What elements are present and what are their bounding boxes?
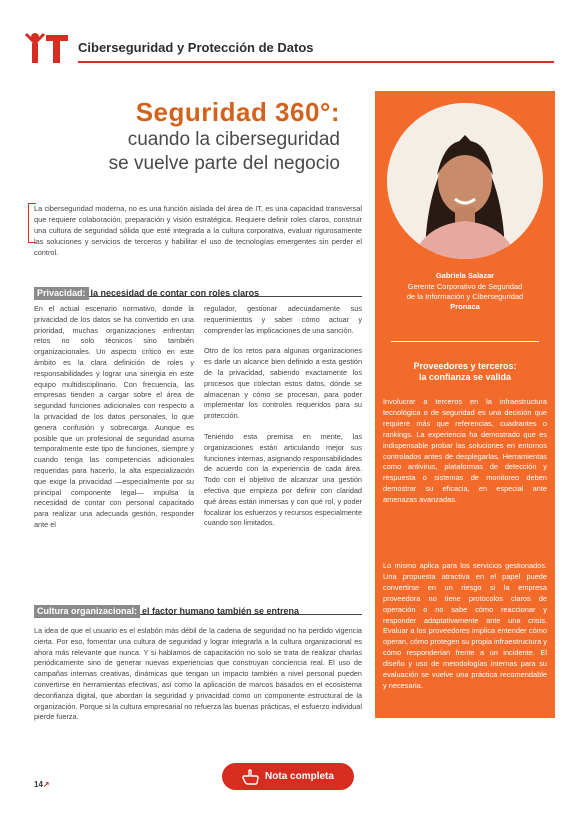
author-role (383, 282, 547, 312)
nota-completa-button[interactable] (222, 763, 354, 790)
section-heading-cultura (34, 601, 362, 615)
headline-sub-line2: se vuelve parte del negocio (108, 153, 340, 174)
paragraph: La idea de que el usuario es el eslabón más débil de la cadena de seguridad no ha perdido vigencia cierta. Por eso, fomentar una cultura de seguridad y lograr integrarla a la cultura organizacional es ahora más relevante que nunca. Y si hablamos de capacitación no solo se trata de realizar charlas periódicamente sino de generar nuevas experiencias que construyan conciencia real. El uso de campañas internas creativas, dinámicas que tengan un impacto también a nivel personal pueden convertirse en herramientas efectivas, así como la aplicación de marcos basados en el ecosistema deconfianza digital, que abordan la seguridad y privacidad como un componente estructural de la organización. Porque si la cultura empresarial no refuerza las buenas prácticas, el esfuerzo individual pierde fuerza. (34, 626, 362, 722)
article-lead: La ciberseguridad moderna, no es una función aislada del área de IT, es una capacidad transversal que requiere colaboración, preparación y visión estratégica. Requiere definir roles claros, construir una cultura de seguridad sólida que esté integrada a la cultura corporativa, evaluar rigurosamente las soluciones y servicios de terceros y habilitar el uso de tecnologías emergentes sin perder el control. (34, 204, 362, 258)
section-body-cultura (34, 626, 362, 733)
author-photo-icon (387, 103, 543, 259)
paragraph: regulador, gestionar adecuadamente sus requerimientos y saber cómo actuar y comprender las implicaciones de una sanción. (204, 304, 362, 335)
sidebar-paragraph: Lo mismo aplica para los servicios gestionados. Una propuesta atractiva en el papel puede convertirse en un riesgo si la empresa proveedora no tiene protocolos claros de operación o no sabe cómo reaccionar y responder adaptativamente ante una crisis. Evaluar a los proveedores implica entender cómo operan, cómo protegen su propia infraestructura y cómo responderían frente a un incidente. El diseño y uso de metodologías internas para su evaluación se vuelve una práctica recomendable y necesaria. (383, 561, 547, 690)
author-role-line: de la Información y Ciberseguridad (406, 292, 524, 301)
it-logo-icon (24, 32, 74, 64)
section-heading-highlight: Privacidad: (34, 287, 89, 300)
sidebar-panel (375, 91, 555, 718)
sidebar-box-title (383, 361, 547, 383)
section-title: Ciberseguridad y Protección de Datos (78, 40, 314, 55)
section-heading-highlight: Cultura organizacional: (34, 605, 140, 618)
sidebar-box-title-line: la confianza se valida (418, 372, 512, 382)
page-header (24, 32, 554, 66)
author-role-line: Gerente Corporativo de Seguridad (407, 282, 523, 291)
hand-pointer-icon (242, 769, 260, 785)
section-heading-text: el factor humano también se entrena (142, 606, 300, 616)
section-heading-text: la necesidad de contar con roles claros (90, 288, 260, 298)
column-right (204, 304, 362, 539)
sidebar-divider (391, 341, 539, 342)
article-headline (24, 96, 340, 176)
author-company: Pronaca (450, 302, 480, 311)
paragraph: Teniendo esta premisa en mente, las organizaciones están articulando mejor sus funciones internas, asignando responsabilidades de acuerdo con la experiencia de cada área. Todo con el objetivo de alcanzar una gestión efectiva que empieza por definir con claridad qué áreas están inmersas y con qué rol, y poder focalizar los esfuerzos y recursos especialmente cuando son limitados. (204, 431, 362, 528)
sidebar-paragraph: Involucrar a terceros en la infraestructura tecnológica o de seguridad es una decisión que requiere más que referencias, cuadrantes o rankings. La experiencia ha demostrado que es indispensable probar las soluciones en entornos controlados antes de desplegarlas. Herramientas como antivirus, plataformas de detección y respuesta o sistemas de monitoreo deben demostrar su eficacia, en especial ante amenazas avanzadas. (383, 397, 547, 505)
header-divider (78, 61, 554, 63)
column-left (34, 304, 194, 541)
sidebar-box-title-line: Proveedores y terceros: (413, 361, 517, 371)
author-portrait (387, 103, 543, 259)
author-name: Gabriela Salazar (435, 271, 495, 280)
paragraph: En el actual escenario normativo, donde la privacidad de los datos se ha convertido en una prioridad, muchas organizaciones enfrentan retos no solo técnicos sino también organizacionales. Un aspecto crítico en este ámbito es la clara definición de roles y responsabilidades y lograr una sinergia en este equipo multidisciplinario. Con frecuencia, las empresas tienden a cargar sobre el área de seguridad funciones adicionales con respecto a la privacidad de los datos personales, lo que genera confusión y sobrecarga. Aunque es posible que un profesional de seguridad asuma temporalmente este tipo de funciones, siempre y cuando tenga las competencias adicionales requeridas para hacerlo, la alta especialización que exige la privacidad —especialmente por su principal componente legal— impulsa la necesidad de contar con personal capacitado para realizar una adecuada gestión, responder ante el (34, 304, 194, 529)
section-heading-privacidad (34, 283, 362, 297)
paragraph: Otro de los retos para algunas organizaciones es darle un alcance bien definido a esta gestión de la privacidad, sabiendo exactamente los procesos que colectan estos datos, dónde se almacenan y cómo se procesan, para poder implementar los controles requeridos para su protección. (204, 346, 362, 421)
page-number (34, 780, 50, 789)
arrow-up-right-icon: ↗ (42, 780, 50, 789)
headline-sub-line1: cuando la ciberseguridad (127, 129, 340, 150)
page-number-value: 14 (34, 780, 43, 789)
nota-completa-label: Nota completa (265, 771, 334, 782)
headline-main: Seguridad 360°: (135, 97, 340, 127)
